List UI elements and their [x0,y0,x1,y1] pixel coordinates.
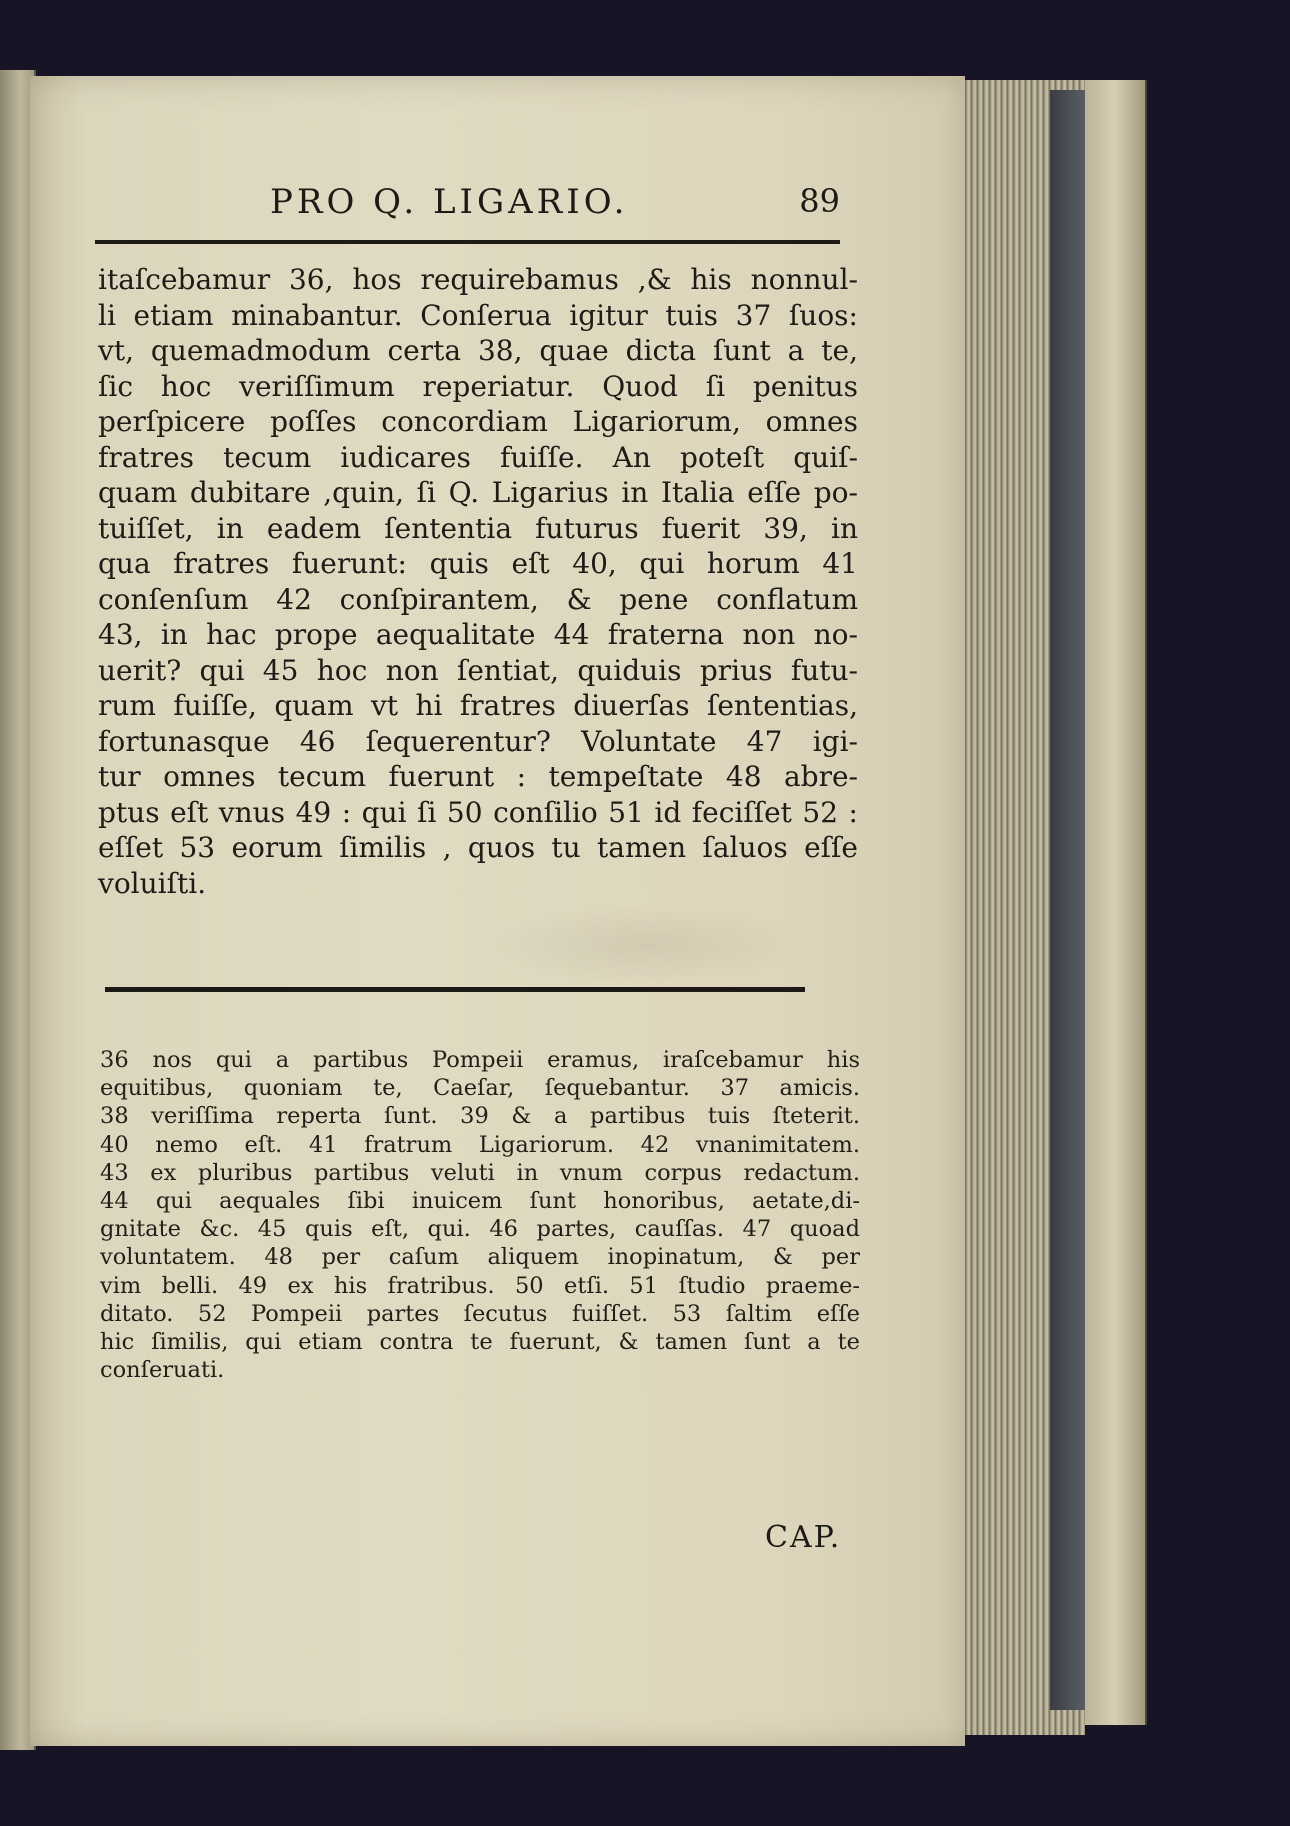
text-line: qua fratres fuerunt: quis eſt 40, qui horum 41 [98,547,858,580]
footnote-line: 36 nos qui a partibus Pompeii eramus, iraſcebamur his [100,1047,860,1073]
text-line: voluiſti. [98,866,207,900]
main-text-block [98,262,858,901]
text-line: uerit? qui 45 hoc non ſentiat, quiduis prius futu- [98,653,858,687]
text-line: fortunasque 46 ſequerentur? Voluntate 47 igi- [98,724,858,758]
text-line: vt, quemadmodum certa 38, quae dicta ſunt a te, [98,334,858,367]
catchword: CAP. [765,1520,842,1555]
text-line: tur omnes tecum fuerunt : tempeſtate 48 abre- [98,760,858,793]
footnote-line: hic ſimilis, qui etiam contra te fuerunt, & tamen ſunt a te [100,1329,860,1356]
text-line: eſſet 53 eorum ſimilis , quos tu tamen ſaluos eſſe [98,831,858,864]
footnote-line: ditato. 52 Pompeii partes ſecutus fuiſſet. 53 ſaltim eſſe [100,1300,860,1327]
footnote-line: vim belli. 49 ex his fratribus. 50 etſi. 51 ſtudio praeme- [100,1272,860,1299]
text-line: conſenſum 42 conſpirantem, & pene conflatum [98,582,858,616]
text-line: tuiſſet, in eadem ſententia futurus fuerit 39, in [98,511,858,545]
text-line: itaſcebamur 36, hos requirebamus ,& his nonnul- [98,263,858,296]
text-line: li etiam minabantur. Conſerua igitur tuis 37 ſuos: [98,298,858,332]
footnote-line: equitibus, quoniam te, Caeſar, ſequebantur. 37 amicis. [100,1075,860,1102]
footnotes-block [100,1046,860,1384]
text-line: quam dubitare ,quin, ſi Q. Ligarius in Italia eſſe po- [98,476,858,509]
footnote-line: 44 qui aequales ſibi inuicem ſunt honoribus, aetate,di- [100,1188,860,1215]
footnote-line: voluntatem. 48 per caſum aliquem inopinatum, & per [100,1244,860,1271]
running-title: PRO Q. LIGARIO. [270,182,629,222]
header-rule [95,240,840,244]
text-line: rum fuiſſe, quam vt hi fratres diuerſas ſententias, [98,689,858,722]
book-cover-edge [1085,80,1147,1725]
ink-showthrough [480,905,810,985]
footnote-rule [105,987,805,992]
text-line: 43, in hac prope aequalitate 44 fraterna non no- [98,618,858,651]
text-line: perſpicere poſſes concordiam Ligariorum, omnes [98,405,858,438]
footnote-line: 38 veriſſima reperta ſunt. 39 & a partibus tuis ſteterit. [100,1103,860,1130]
footnote-line: 40 nemo eſt. 41 fratrum Ligariorum. 42 vnanimitatem. [100,1131,860,1158]
text-line: ptus eſt vnus 49 : qui ſi 50 conſilio 51 id feciſſet 52 : [98,795,858,829]
text-line: fratres tecum iudicares fuiſſe. An poteſt quiſ- [98,440,858,474]
footnote-line: gnitate &c. 45 quis eſt, qui. 46 partes, cauſſas. 47 quoad [100,1216,860,1243]
page-number: 89 [799,182,840,220]
running-head [90,182,840,232]
footnote-line: 43 ex pluribus partibus veluti in vnum corpus redactum. [100,1159,860,1186]
footnote-line: conſeruati. [100,1357,225,1384]
text-line: ſic hoc veriſſimum reperiatur. Quod ſi penitus [98,369,858,403]
